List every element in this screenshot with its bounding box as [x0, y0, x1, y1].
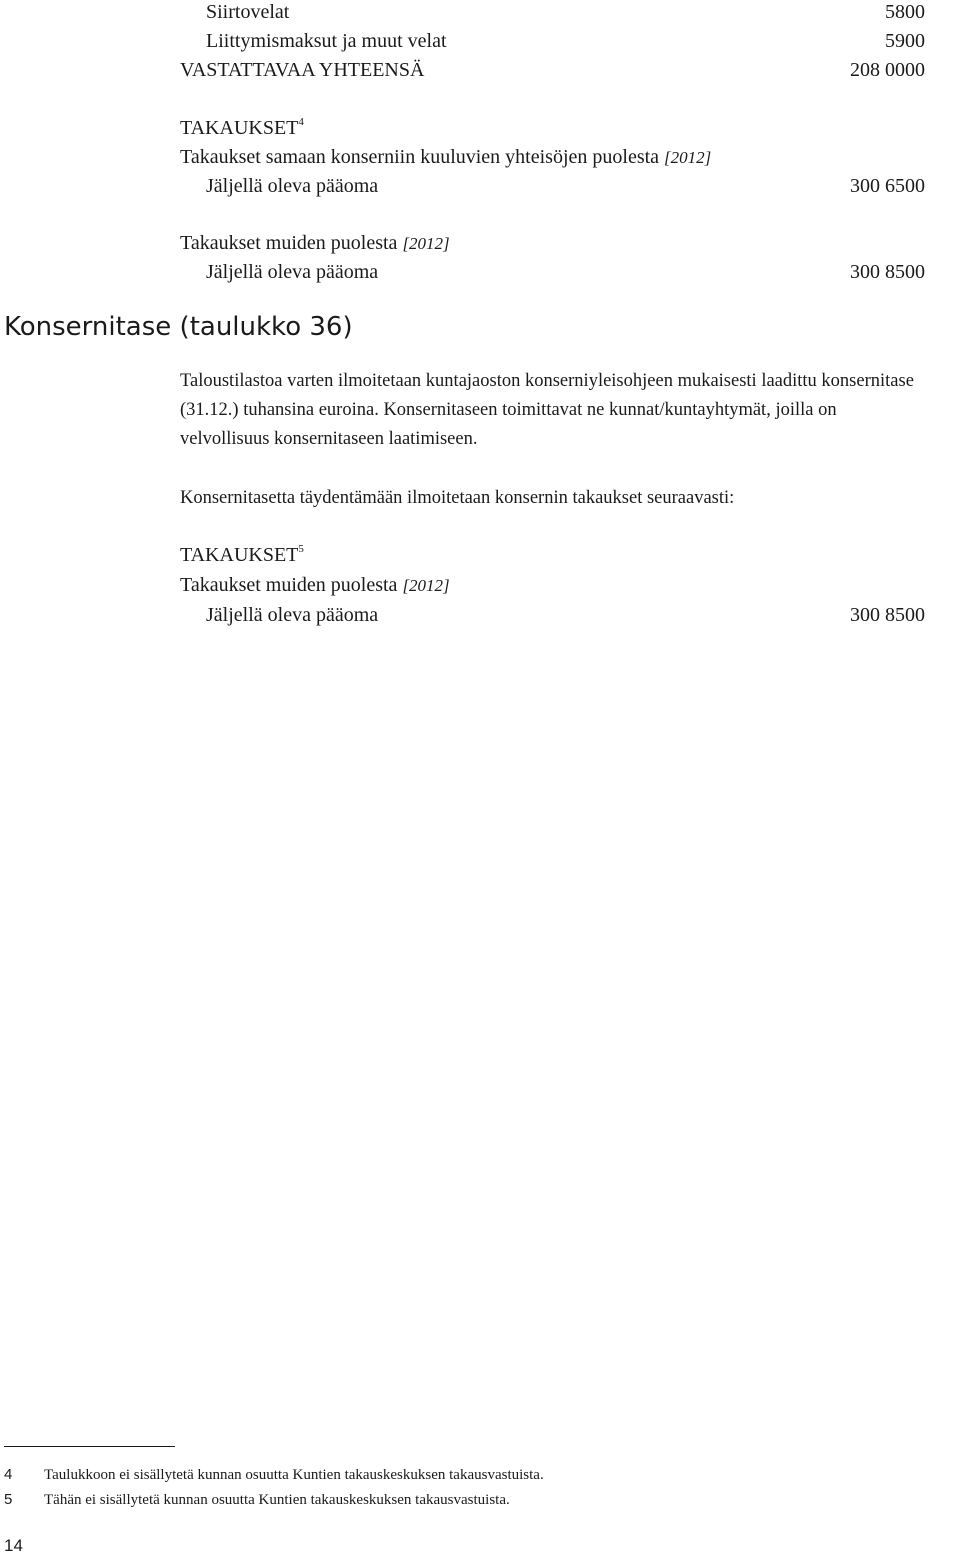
year-tag: [2012]: [402, 234, 450, 253]
footnote: [4, 1490, 510, 1510]
guarantee-group-label: Takaukset muiden puolesta: [180, 574, 398, 596]
section-heading: Konsernitase (taulukko 36): [4, 312, 353, 342]
principal-amount: 300 8500: [850, 604, 925, 626]
guarantees-title-text: TAKAUKSET: [180, 117, 299, 139]
footnote-ref: 5: [298, 543, 304, 555]
principal-amount: 300 6500: [850, 175, 925, 197]
guarantee-group-heading: [180, 145, 711, 170]
guarantees-title: [180, 543, 304, 567]
page-number: 14: [4, 1536, 23, 1555]
footnote-ref: 4: [298, 116, 304, 128]
footnote-number: 4: [4, 1466, 13, 1483]
year-tag: [2012]: [402, 576, 450, 595]
balance-total-amount: 208 0000: [850, 59, 925, 81]
balance-row-label: Siirtovelat: [206, 1, 290, 23]
guarantees-title: [180, 116, 304, 140]
guarantee-group-label: Takaukset samaan konserniin kuuluvien yhteisöjen puolesta: [180, 146, 660, 168]
balance-row-label: Liittymismaksut ja muut velat: [206, 30, 447, 52]
guarantee-group-heading: [180, 573, 450, 598]
footnote-number: 5: [4, 1491, 13, 1508]
principal-label: Jäljellä oleva pääoma: [206, 604, 379, 626]
footnote-divider: [4, 1446, 175, 1447]
balance-row-amount: 5900: [885, 30, 925, 52]
year-tag: [2012]: [664, 148, 712, 167]
principal-label: Jäljellä oleva pääoma: [206, 261, 379, 283]
principal-amount: 300 8500: [850, 261, 925, 283]
guarantee-group-heading: [180, 231, 450, 256]
paragraph: Konsernitasetta täydentämään ilmoitetaan konsernin takaukset seuraavasti:: [180, 488, 735, 508]
footnote: [4, 1465, 544, 1485]
guarantee-group-label: Takaukset muiden puolesta: [180, 232, 398, 254]
footnote-text: Taulukkoon ei sisällytetä kunnan osuutta Kuntien takauskeskuksen takausvastuista.: [44, 1467, 544, 1483]
balance-total-label: VASTATTAVAA YHTEENSÄ: [180, 59, 425, 81]
footnote-text: Tähän ei sisällytetä kunnan osuutta Kuntien takauskeskuksen takausvastuista.: [44, 1492, 510, 1508]
paragraph: Taloustilastoa varten ilmoitetaan kuntajaoston konserniyleisohjeen mukaisesti laadittu konsernitase (31.12.) tuhansina euroina. Konsernitaseen toimittavat ne kunnat/kuntayhtymät, joilla on velvollisuus konsernitaseen laatimiseen.: [180, 371, 914, 449]
principal-label: Jäljellä oleva pääoma: [206, 175, 379, 197]
guarantees-title-text: TAKAUKSET: [180, 544, 299, 566]
balance-row-amount: 5800: [885, 1, 925, 23]
